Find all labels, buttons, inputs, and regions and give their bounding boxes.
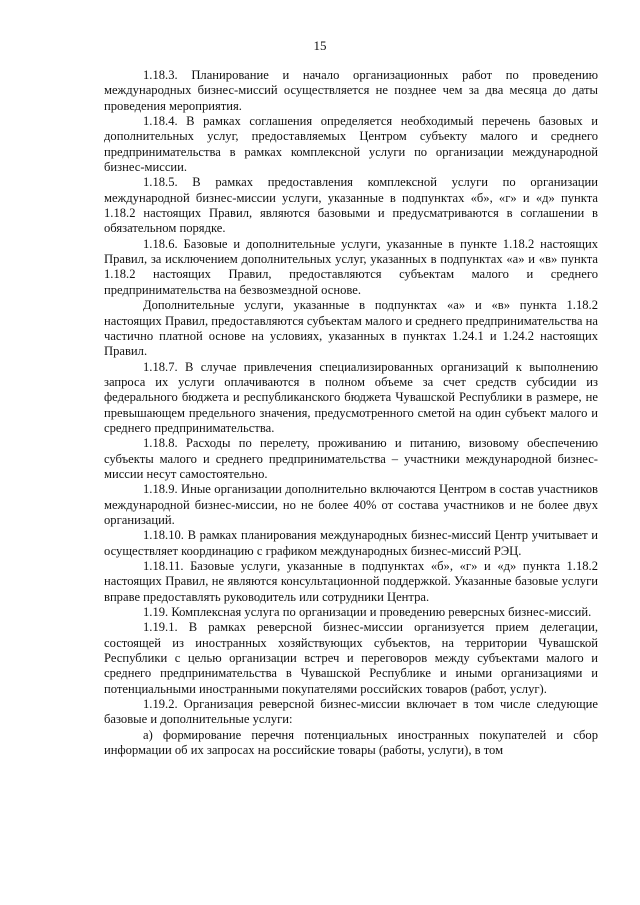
paragraph-1-18-7: 1.18.7. В случае привлечения специализированных организаций к выполнению запроса их услуги оплачиваются в полном объеме за счет средств субсидии из федерального бюджета и республиканского бюджета Чувашской Республики в размере, не превышающем предельного значения, предусмотренного сметой на один субъект малого и среднего предпринимательства. bbox=[104, 359, 598, 435]
paragraph-1-18-3: 1.18.3. Планирование и начало организационных работ по проведению международных бизнес-миссий осуществляется не позднее чем за два месяца до даты проведения мероприятия. bbox=[104, 68, 598, 113]
paragraph-1-18-8: 1.18.8. Расходы по перелету, проживанию и питанию, визовому обеспечению субъекты малого и среднего предпринимательства – участники международной бизнес-миссии несут самостоятельно. bbox=[104, 436, 598, 481]
paragraph-1-19-2: 1.19.2. Организация реверсной бизнес-миссии включает в том числе следующие базовые и дополнительные услуги: bbox=[104, 697, 598, 727]
paragraph-1-19-1: 1.19.1. В рамках реверсной бизнес-миссии организуется прием делегации, состоящей из иностранных хозяйствующих субъектов, на территории Чувашской Республики с целью организации встреч и переговоров между субъектами малого и среднего предпринимательства в Чувашской Республике и иными организациями и потенциальными иностранными покупателями российских товаров (работ, услуг). bbox=[104, 620, 598, 696]
page-number: 15 bbox=[313, 38, 327, 53]
paragraph-1-18-11: 1.18.11. Базовые услуги, указанные в подпунктах «б», «г» и «д» пункта 1.18.2 настоящих Правил, не являются консультационной поддержкой. Указанные базовые услуги вправе предоставлять руководитель или сотрудники Центра. bbox=[104, 559, 598, 604]
document-body bbox=[104, 68, 598, 758]
paragraph-1-18-9: 1.18.9. Иные организации дополнительно включаются Центром в состав участников международной бизнес-миссии, но не более 40% от состава участников и не более двух организаций. bbox=[104, 482, 598, 527]
paragraph-1-18-10: 1.18.10. В рамках планирования международных бизнес-миссий Центр учитывает и осуществляет координацию с графиком международных бизнес-миссий РЭЦ. bbox=[104, 528, 598, 558]
paragraph-additional-services: Дополнительные услуги, указанные в подпунктах «а» и «в» пункта 1.18.2 настоящих Правил, предоставляются субъектам малого и среднего предпринимательства на частично платной основе на условиях, указанных в пунктах 1.24.1 и 1.24.2 настоящих Правил. bbox=[104, 298, 598, 359]
paragraph-1-18-5: 1.18.5. В рамках предоставления комплексной услуги по организации международной бизнес-миссии услуги, указанные в подпунктах «б», «г» и «д» пункта 1.18.2 настоящих Правил, являются базовыми и предусматриваются в соглашении в обязательном порядке. bbox=[104, 175, 598, 236]
paragraph-1-18-6: 1.18.6. Базовые и дополнительные услуги, указанные в пункте 1.18.2 настоящих Правил, за исключением дополнительных услуг, указанных в подпунктах «а» и «в» пункта 1.18.2 настоящих Правил, предоставляются субъектам малого и среднего предпринимательства на безвозмездной основе. bbox=[104, 236, 598, 297]
paragraph-item-a: а) формирование перечня потенциальных иностранных покупателей и сбор информации об их запросах на российские товары (работы, услуги), в том bbox=[104, 727, 598, 758]
paragraph-1-19: 1.19. Комплексная услуга по организации и проведению реверсных бизнес-миссий. bbox=[143, 605, 592, 620]
paragraph-1-18-4: 1.18.4. В рамках соглашения определяется необходимый перечень базовых и дополнительных услуг, предоставляемых Центром субъекту малого и среднего предпринимательства в рамках комплексной услуги по организации международной бизнес-миссии. bbox=[104, 114, 598, 175]
